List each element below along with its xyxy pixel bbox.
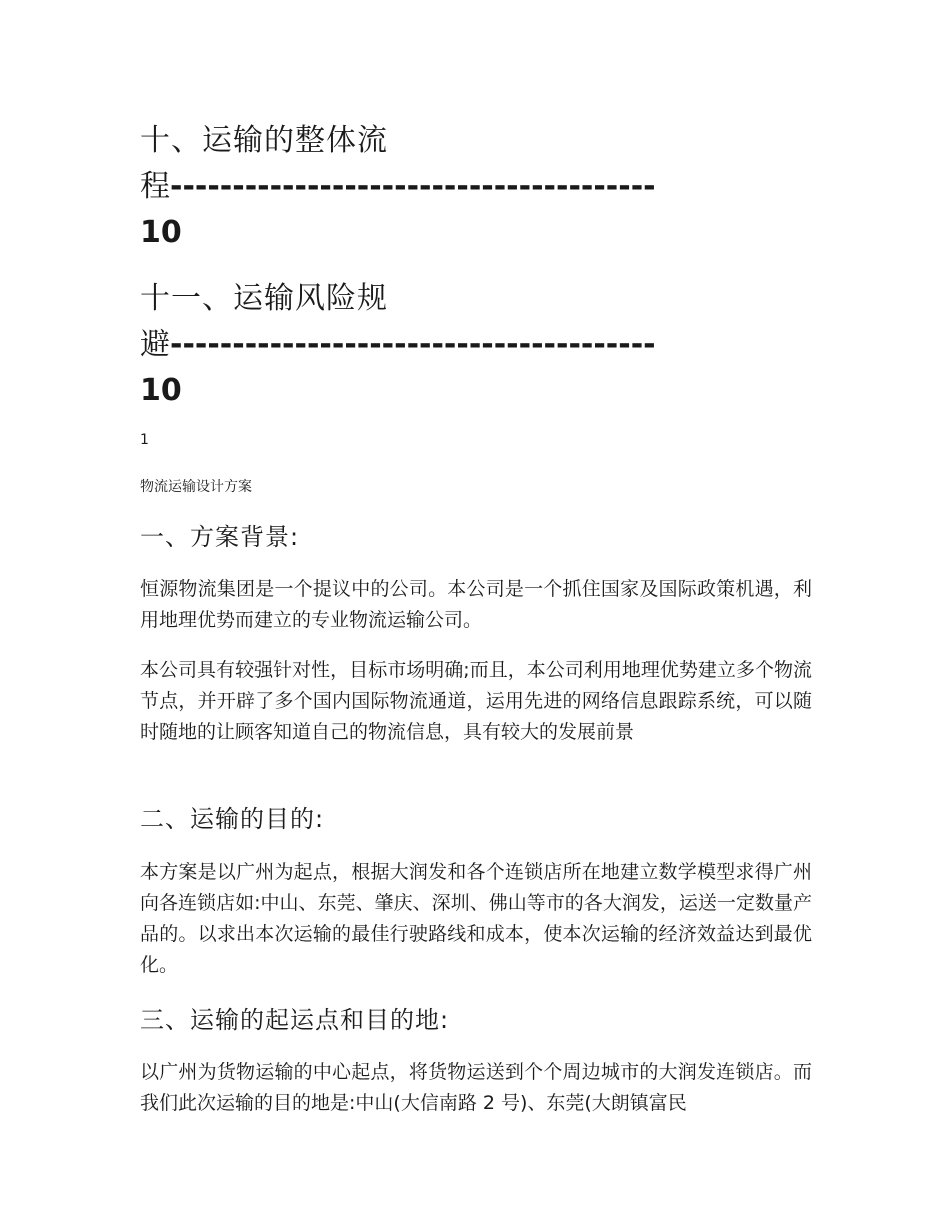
- section-background: [140, 522, 812, 552]
- section-origin-destination: [140, 1005, 812, 1035]
- toc-entry[interactable]: [140, 276, 812, 414]
- section-heading: 一、方案背景:: [140, 523, 300, 551]
- section-purpose: [140, 804, 812, 834]
- section-paragraph: [140, 655, 812, 748]
- toc-dot-leader: ---------------------------------------: [170, 169, 656, 204]
- paragraph: 以广州为货物运输的中心起点，将货物运送到个个周边城市的大润发连锁店。而我们此次运输的目的地是:中山(大信南路 2 号)、东莞(大朗镇富民: [140, 1061, 812, 1114]
- document-title: 物流运输设计方案: [140, 479, 252, 495]
- paragraph: 本方案是以广州为起点，根据大润发和各个连锁店所在地建立数学模型求得广州向各连锁店如:中山、东莞、肇庆、深圳、佛山等市的各大润发，运送一定数量产品的。以求出本次运输的最佳行驶路线和成本，使本次运输的经济效益达到最优化。: [140, 861, 812, 976]
- toc-entry-continuation: 程: [140, 169, 170, 204]
- page-number: 1: [140, 432, 149, 448]
- toc-entry-page: 10: [140, 373, 182, 408]
- toc-entry-leader: [140, 164, 812, 210]
- section-paragraph: [140, 857, 812, 981]
- toc-dot-leader: ---------------------------------------: [170, 327, 656, 362]
- section-heading: 二、运输的目的:: [140, 805, 325, 833]
- toc-entry-page: 10: [140, 215, 182, 250]
- toc-entry[interactable]: [140, 118, 812, 256]
- toc-entry-title: 十一、运输风险规: [140, 281, 388, 316]
- section-paragraph: [140, 1057, 812, 1119]
- toc-entry-title: 十、运输的整体流: [140, 123, 388, 158]
- toc-entry-leader: [140, 322, 812, 368]
- section-heading: 三、运输的起运点和目的地:: [140, 1006, 450, 1034]
- toc-entry-continuation: 避: [140, 327, 170, 362]
- section-paragraph: [140, 574, 812, 636]
- paragraph: 恒源物流集团是一个提议中的公司。本公司是一个抓住国家及国际政策机遇，利用地理优势而建立的专业物流运输公司。: [140, 578, 812, 631]
- paragraph: 本公司具有较强针对性，目标市场明确;而且，本公司利用地理优势建立多个物流节点，并开辟了多个国内国际物流通道，运用先进的网络信息跟踪系统，可以随时随地的让顾客知道自己的物流信息，具有较大的发展前景: [140, 659, 812, 743]
